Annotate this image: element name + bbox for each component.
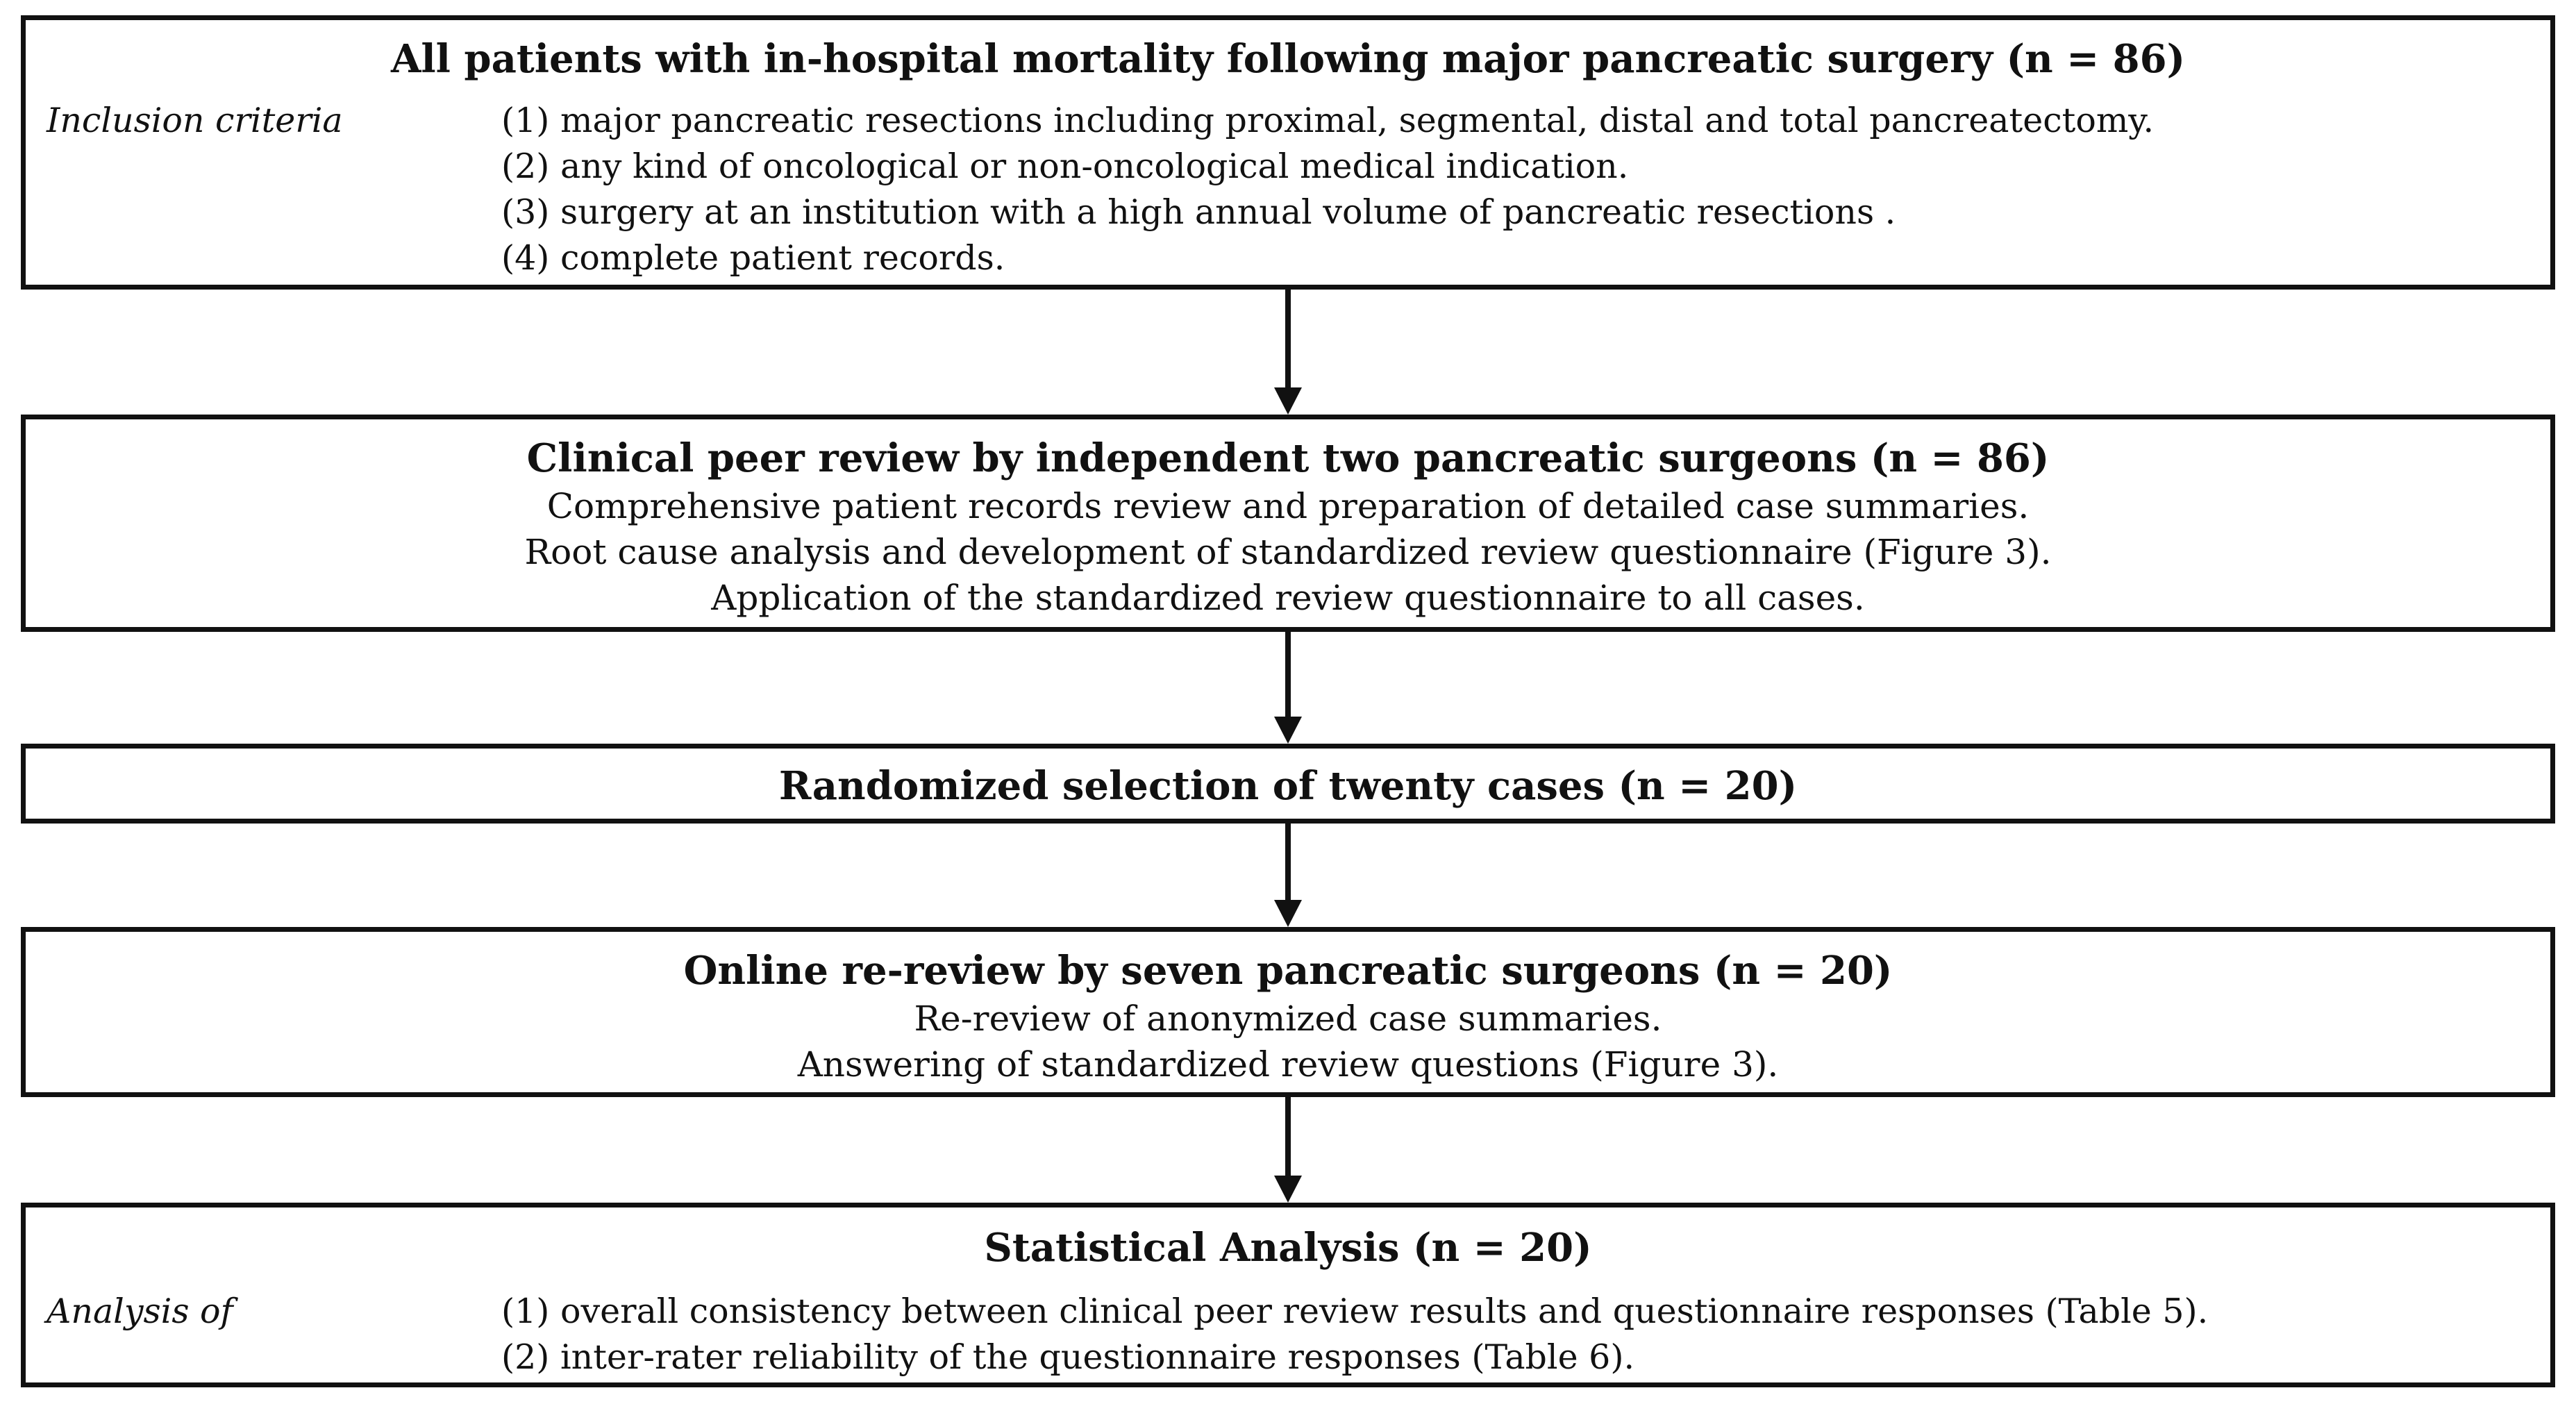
peer-review-box-title: Clinical peer review by independent two pancreatic surgeons (n = 86) [526,435,2050,481]
analysis-item-2: (2) inter-rater reliability of the questionnaire responses (Table 6). [501,1337,1635,1377]
arrow-1-head [1274,387,1302,415]
selection-box-title: Randomized selection of twenty cases (n = 20) [778,763,1798,809]
re-review-box-title: Online re-review by seven pancreatic surgeons (n = 20) [683,948,1893,994]
peer-review-line-2: Root cause analysis and development of standardized review questionnaire (Figure 3). [524,532,2052,572]
arrow-3-head [1274,900,1302,927]
peer-review-line-1: Comprehensive patient records review and preparation of detailed case summaries. [546,486,2030,526]
inclusion-box-title: All patients with in-hospital mortality following major pancreatic surgery (n = 86) [390,36,2186,82]
arrow-4-head [1274,1176,1302,1203]
inclusion-criteria-label: Inclusion criteria [47,101,343,140]
arrow-2-head [1274,717,1302,744]
re-review-line-1: Re-review of anonymized case summaries. [914,998,1662,1039]
inclusion-criterion-4: (4) complete patient records. [501,238,1005,278]
re-review-line-2: Answering of standardized review questions (Figure 3). [797,1044,1779,1085]
analysis-box-title: Statistical Analysis (n = 20) [984,1225,1592,1271]
peer-review-line-3: Application of the standardized review questionnaire to all cases. [711,578,1865,618]
analysis-item-1: (1) overall consistency between clinical peer review results and questionnaire responses (Table 5). [501,1292,2209,1331]
inclusion-criterion-2: (2) any kind of oncological or non-oncological medical indication. [501,147,1629,186]
analysis-of-label: Analysis of [47,1292,233,1331]
inclusion-criterion-1: (1) major pancreatic resections including proximal, segmental, distal and total pancreatectomy. [501,101,2155,140]
inclusion-criterion-3: (3) surgery at an institution with a high annual volume of pancreatic resections . [501,192,1896,232]
